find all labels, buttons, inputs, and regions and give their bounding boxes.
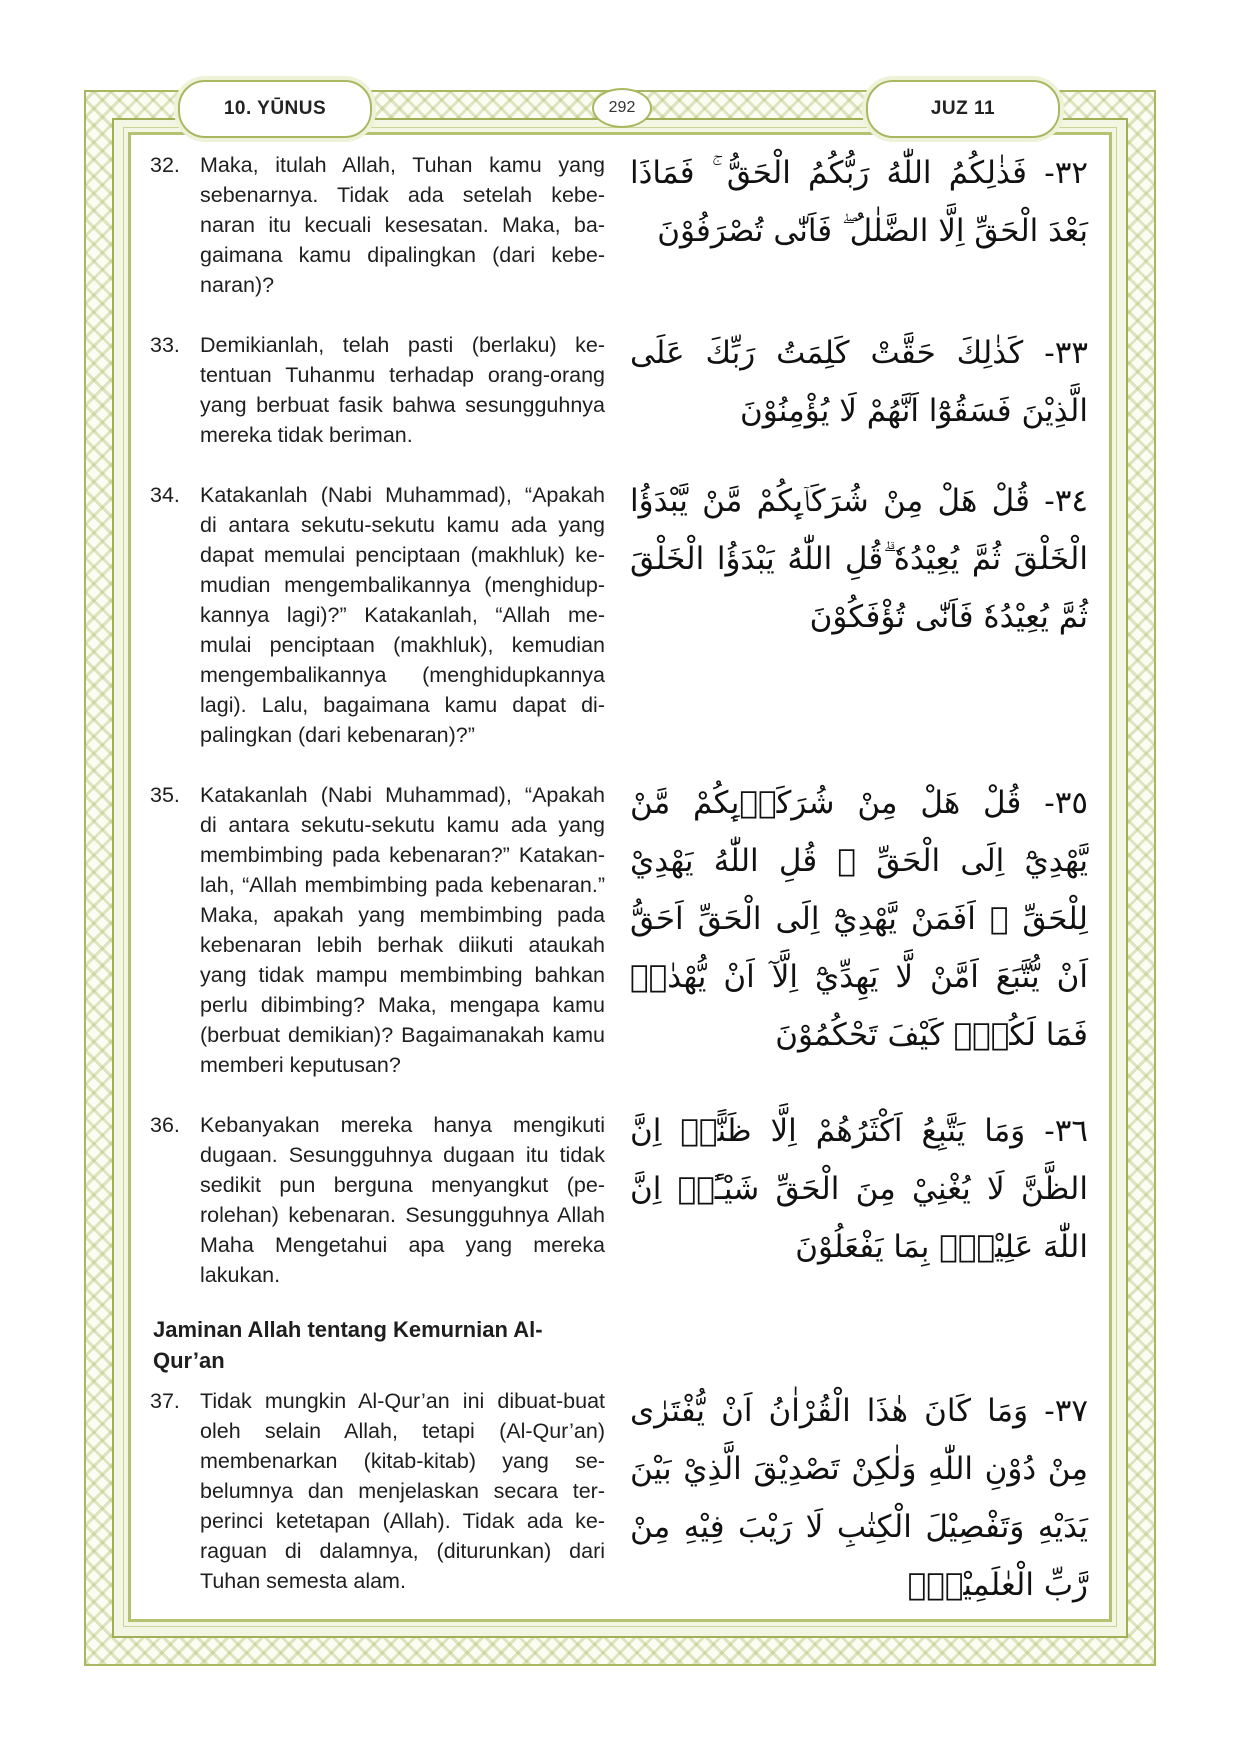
- arabic-verse: فَذٰلِكُمُ اللّٰهُ رَبُّكُمُ الْحَقُّ ۚ فَمَاذَا بَعْدَ الْحَقِّ اِلَّا الضَّلٰلُ ۖ فَاَنّٰى تُصْرَفُوْنَ: [630, 155, 1088, 249]
- translation-text: Katakanlah (Nabi Muhammad), “Apakah di antara sekutu-sekutu kamu ada yang membimbing pada kebenaran?” Katakan-lah, “Allah membimbing pada kebenaran.” Maka, apakah yang membimbing pada kebenaran lebih berhak diikuti ataukah yang tidak mampu membimbing bahkan perlu dibimbing? Maka, mengapa kamu (berbuat demikian)? Bagaimanakah kamu memberi keputusan?: [200, 783, 605, 1077]
- translation-text: Demikianlah, telah pasti (berlaku) ke-tentuan Tuhanmu terhadap orang-orang yang berbuat fasik bahwa sesungguhnya mereka tidak beriman.: [200, 333, 605, 447]
- arabic-verse: وَمَا يَتَّبِعُ اَكْثَرُهُمْ اِلَّا ظَنًّاۗ اِنَّ الظَّنَّ لَا يُغْنِيْ مِنَ الْحَقِّ شَيْـًٔاۗ اِنَّ اللّٰهَ عَلِيْمٌۢ بِمَا يَفْعَلُوْنَ: [630, 1113, 1088, 1265]
- translation-text: Kebanyakan mereka hanya mengikuti dugaan. Sesungguhnya dugaan itu tidak sedikit pun berguna menyangkut (pe-rolehan) kebenaran. Sesungguhnya Allah Maha Mengetahui apa yang mereka lakukan.: [200, 1113, 605, 1287]
- translation: [150, 780, 605, 1080]
- translation: [150, 480, 605, 750]
- arabic-text: [630, 324, 1088, 440]
- arabic-verse-number: ٣٢-: [1044, 155, 1088, 191]
- juz-label: JUZ 11: [930, 98, 996, 119]
- surah-name-tab: [178, 80, 372, 138]
- arabic-verse: قُلْ هَلْ مِنْ شُرَكَاۤىِٕكُمْ مَّنْ يَّبْدَؤُا الْخَلْقَ ثُمَّ يُعِيْدُهٗ ۗقُلِ اللّٰهُ يَبْدَؤُا الْخَلْقَ ثُمَّ يُعِيْدُهٗ فَاَنّٰى تُؤْفَكُوْنَ: [630, 483, 1088, 635]
- translation-text: Katakanlah (Nabi Muhammad), “Apakah di antara sekutu-sekutu kamu ada yang dapat memulai penciptaan (makhluk) ke-mudian mengembalikannya (menghidup-kannya lagi)?” Katakanlah, “Allah me-mulai penciptaan (makhluk), kemudian mengembalikannya (menghidupkannya lagi). Lalu, bagaimana kamu dapat di-palingkan (dari kebenaran)?”: [200, 483, 605, 747]
- arabic-text: [630, 1102, 1088, 1276]
- translation: [150, 1110, 605, 1290]
- translation: [150, 150, 605, 300]
- arabic-text: [630, 1382, 1088, 1614]
- arabic-text: [630, 774, 1088, 1064]
- juz-tab: [866, 80, 1060, 138]
- verse-number: 36.: [150, 1113, 180, 1137]
- arabic-text: [630, 472, 1088, 646]
- verse-number: 33.: [150, 333, 180, 357]
- verse-number: 32.: [150, 153, 180, 177]
- arabic-text: [630, 144, 1088, 260]
- section-heading: Jaminan Allah tentang Kemurnian Al-Qur’an: [153, 1317, 543, 1373]
- arabic-verse-number: ٣٧-: [1044, 1393, 1088, 1429]
- page-number: 292: [592, 88, 652, 128]
- arabic-verse-number: ٣٥-: [1044, 785, 1088, 821]
- verse-number: 35.: [150, 783, 180, 807]
- arabic-verse-number: ٣٤-: [1044, 483, 1088, 519]
- verse-number: 34.: [150, 483, 180, 507]
- verse-number: 37.: [150, 1389, 180, 1413]
- translation: [150, 330, 605, 450]
- surah-name: 10. YŪNUS: [223, 98, 327, 119]
- arabic-verse-number: ٣٣-: [1044, 335, 1088, 371]
- translation: [150, 1386, 605, 1596]
- translation-text: Tidak mungkin Al-Qur’an ini dibuat-buat oleh selain Allah, tetapi (Al-Qur’an) membenarkan (kitab-kitab) yang se-belumnya dan menjelaskan secara ter-perinci ketetapan (Allah). Tidak ada ke-raguan di dalamnya, (diturunkan) dari Tuhan semesta alam.: [200, 1389, 605, 1593]
- translation-text: Maka, itulah Allah, Tuhan kamu yang sebenarnya. Tidak ada setelah kebe-naran itu kecuali kesesatan. Maka, ba-gaimana kamu dipalingkan (dari kebe-naran)?: [200, 153, 605, 297]
- arabic-verse-number: ٣٦-: [1044, 1113, 1088, 1149]
- arabic-verse: وَمَا كَانَ هٰذَا الْقُرْاٰنُ اَنْ يُّفْتَرٰى مِنْ دُوْنِ اللّٰهِ وَلٰكِنْ تَصْدِيْقَ الَّذِيْ بَيْنَ يَدَيْهِ وَتَفْصِيْلَ الْكِتٰبِ لَا رَيْبَ فِيْهِ مِنْ رَّبِّ الْعٰلَمِيْنَۗ: [630, 1393, 1088, 1603]
- arabic-verse: قُلْ هَلْ مِنْ شُرَكَاۤىِٕكُمْ مَّنْ يَّهْدِيْٓ اِلَى الْحَقِّ ۗ قُلِ اللّٰهُ يَهْدِيْ لِلْحَقِّ ۗ اَفَمَنْ يَّهْدِيْٓ اِلَى الْحَقِّ اَحَقُّ اَنْ يُّتَّبَعَ اَمَّنْ لَّا يَهِدِّيْٓ اِلَّآ اَنْ يُّهْدٰىۚ فَمَا لَكُمْۗ كَيْفَ تَحْكُمُوْنَ: [630, 785, 1088, 1053]
- arabic-verse: كَذٰلِكَ حَقَّتْ كَلِمَتُ رَبِّكَ عَلَى الَّذِيْنَ فَسَقُوْٓا اَنَّهُمْ لَا يُؤْمِنُوْنَ: [630, 335, 1088, 429]
